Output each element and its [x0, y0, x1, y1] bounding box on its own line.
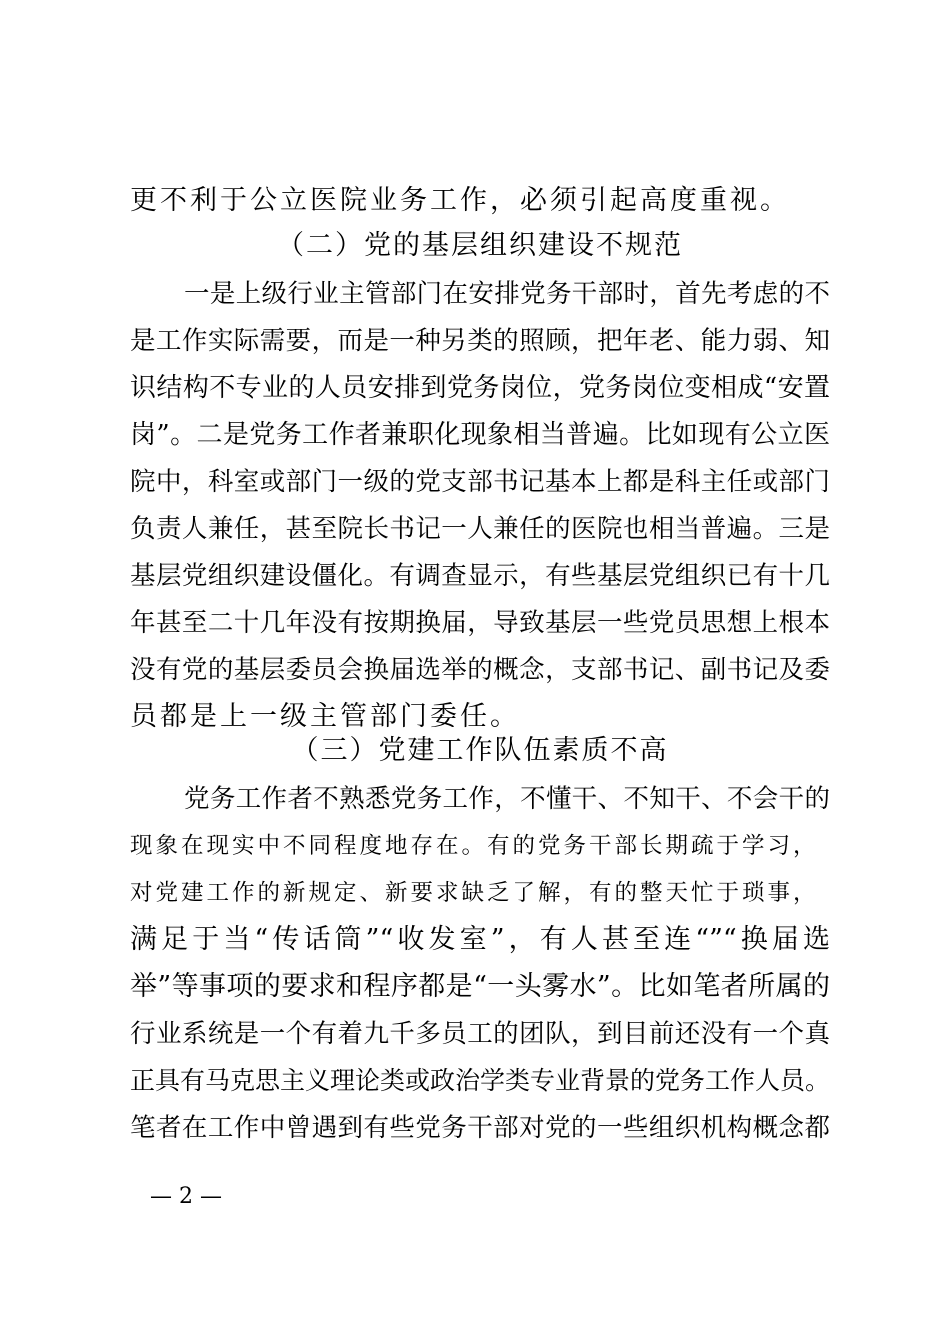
paragraph-line: 负责人兼任，甚至院长书记一人兼任的医院也相当普遍。三是 [130, 514, 830, 544]
paragraph-line: 对党建工作的新规定、新要求缺乏了解，有的整天忙于琐事， [130, 880, 819, 906]
paragraph-line: 党务工作者不熟悉党务工作，不懂干、不知干、不会干的 [184, 784, 830, 814]
section-heading-2: （二）党的基层组织建设不规范 [277, 230, 683, 261]
paragraph-line: 岗”。二是党务工作者兼职化现象相当普遍。比如现有公立医 [130, 420, 830, 450]
paragraph-line: 院中，科室或部门一级的党支部书记基本上都是科主任或部门 [130, 467, 830, 497]
paragraph-line: 现象在现实中不同程度地存在。有的党务干部长期疏于学习， [130, 833, 819, 859]
page-number: — 2 — [150, 1184, 222, 1209]
paragraph-line: 基层党组织建设僵化。有调查显示，有些基层党组织已有十几 [130, 561, 830, 591]
paragraph-line: 行业系统是一个有着九千多员工的团队，到目前还没有一个真 [130, 1019, 830, 1049]
paragraph-line: 识结构不专业的人员安排到党务岗位，党务岗位变相成“安置 [130, 373, 830, 403]
paragraph-line: 笔者在工作中曾遇到有些党务干部对党的一些组织机构概念都 [130, 1113, 830, 1143]
section-heading-3: （三）党建工作队伍素质不高 [291, 735, 669, 766]
paragraph-line: 正具有马克思主义理论类或政治学类专业背景的党务工作人员。 [130, 1066, 831, 1095]
paragraph-line: 满足于当“传话筒”“收发室”，有人甚至连“”“换届选 [130, 924, 830, 955]
paragraph-line: 一是上级行业主管部门在安排党务干部时，首先考虑的不 [184, 279, 830, 309]
paragraph-line: 是工作实际需要，而是一种另类的照顾，把年老、能力弱、知 [130, 326, 830, 356]
paragraph-line: 年甚至二十几年没有按期换届，导致基层一些党员思想上根本 [130, 608, 830, 638]
paragraph-line: 更不利于公立医院业务工作，必须引起高度重视。 [130, 185, 790, 216]
paragraph-line: 员都是上一级主管部门委任。 [130, 701, 520, 732]
paragraph-line: 举”等事项的要求和程序都是“一头雾水”。比如笔者所属的 [130, 971, 830, 1002]
paragraph-line: 没有党的基层委员会换届选举的概念，支部书记、副书记及委 [130, 655, 830, 685]
